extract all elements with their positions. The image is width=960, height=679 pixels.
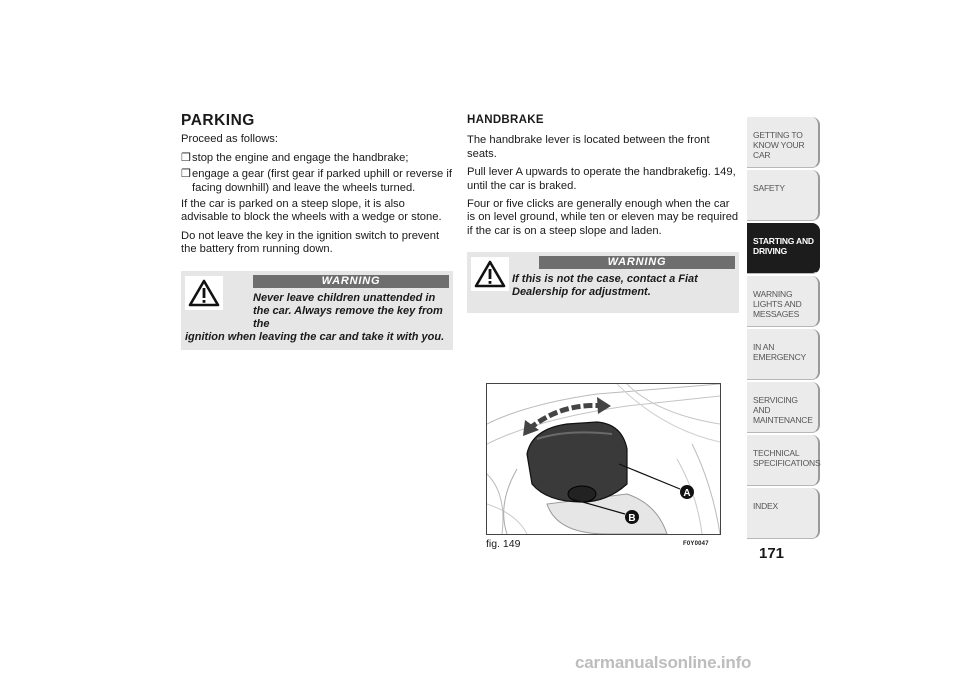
warning-text-continued: ignition when leaving the car and take it with you. (185, 330, 445, 343)
label-b: B (628, 513, 636, 524)
tab-emergency[interactable]: IN AN EMERGENCY (747, 329, 820, 380)
parking-title: PARKING (181, 112, 255, 129)
warning-text: If this is not the case, contact a Fiat Dealership for adjustment. (512, 273, 698, 299)
chapter-tabs (747, 117, 820, 541)
watermark: carmanualsonline.info (575, 653, 752, 672)
warning-box-adjustment (467, 252, 739, 313)
checkbox-bullet-icon: ❒ (181, 168, 191, 181)
bullet-text: stop the engine and engage the handbrake; (192, 151, 409, 164)
tab-getting-to-know[interactable]: GETTING TO KNOW YOUR CAR (747, 117, 820, 168)
list-item (181, 152, 453, 165)
figure-caption: fig. 149 (486, 538, 521, 550)
checkbox-bullet-icon: ❒ (181, 151, 191, 164)
tab-index[interactable]: INDEX (747, 488, 820, 539)
handbrake-paragraph-operate: Pull lever A upwards to operate the handbrakefig. 149, until the car is braked. (467, 166, 736, 192)
tab-starting-and-driving[interactable]: STARTING AND DRIVING (747, 223, 820, 274)
parking-paragraph-battery: Do not leave the key in the ignition switch to prevent the battery from running down. (181, 229, 440, 256)
handbrake-illustration (487, 384, 720, 534)
warning-triangle-icon (471, 257, 509, 291)
tab-servicing[interactable]: SERVICING AND MAINTENANCE (747, 382, 820, 433)
handbrake-section (467, 114, 739, 313)
tab-technical[interactable]: TECHNICAL SPECIFICATIONS (747, 435, 820, 486)
handbrake-paragraph-location: The handbrake lever is located between the front seats. (467, 134, 710, 160)
label-a: A (683, 488, 691, 499)
handbrake-figure (486, 383, 721, 535)
warning-triangle-icon (185, 276, 223, 310)
list-item (181, 168, 453, 195)
warning-header: WARNING (253, 275, 449, 288)
warning-text-indented: Never leave children unattended in the car. Always remove the key from the (253, 291, 443, 330)
tab-warning-lights[interactable]: WARNING LIGHTS AND MESSAGES (747, 276, 820, 327)
parking-paragraph-slope: If the car is parked on a steep slope, it is also advisable to block the wheels with a wedge or stone. (181, 198, 442, 224)
parking-intro: Proceed as follows: (181, 133, 279, 146)
handbrake-title: HANDBRAKE (467, 114, 544, 126)
warning-box-children (181, 271, 453, 350)
warning-text (185, 292, 449, 344)
warning-header: WARNING (539, 256, 735, 269)
tab-safety[interactable]: SAFETY (747, 170, 820, 221)
figure-code: F0Y0047 (683, 541, 709, 547)
page-number: 171 (759, 545, 785, 562)
handbrake-paragraph-clicks: Four or five clicks are generally enough when the car is on level ground, while ten or eleven may be required if the car is on a steep slope and laden. (467, 198, 739, 237)
parking-section (181, 114, 453, 350)
bullet-text: engage a gear (first gear if parked uphill or reverse if facing downhill) and leave the wheels turned. (192, 168, 452, 194)
